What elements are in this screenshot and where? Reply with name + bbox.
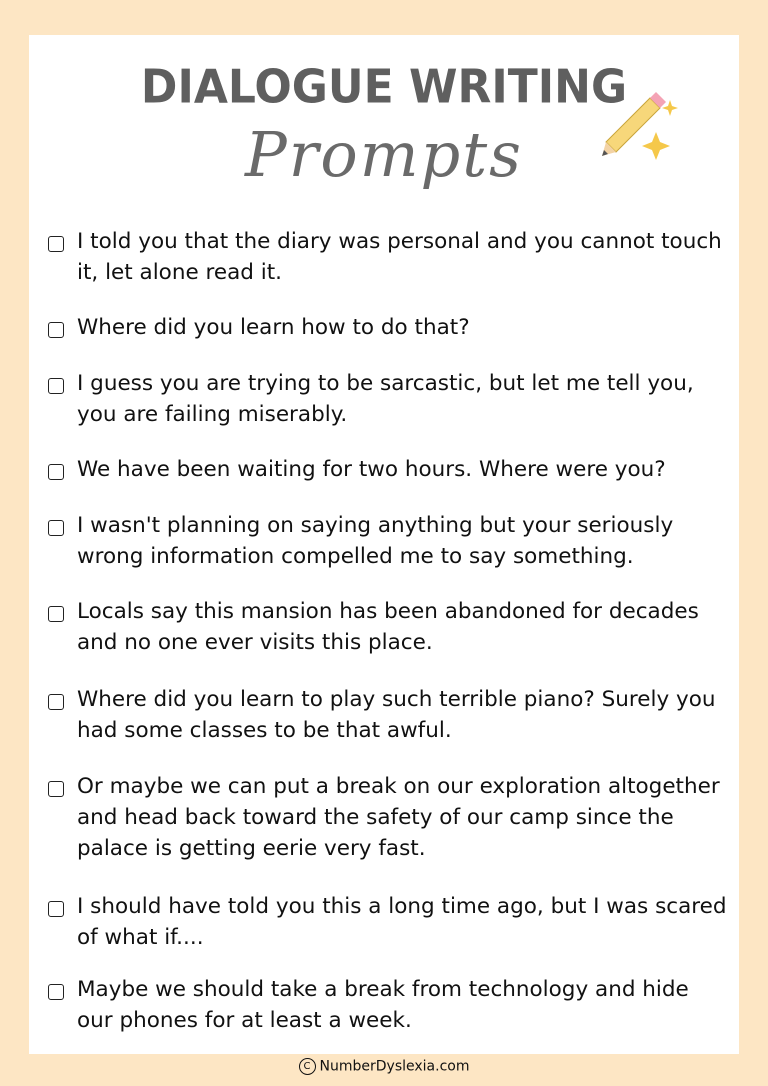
prompt-text: I told you that the diary was personal and you cannot touch it, let alone read it. [77,229,722,285]
checkbox[interactable] [48,520,64,536]
prompt-text: I guess you are trying to be sarcastic, but let me tell you, you are failing miserably. [77,371,694,427]
page-title: DIALOGUE WRITING [140,60,628,115]
checkbox[interactable] [48,606,64,622]
prompt-text: Or maybe we can put a break on our exploration altogether and head back toward the safety of our camp since the palace is getting eerie very fast. [77,774,720,861]
checkbox[interactable] [48,322,64,338]
footer-site: NumberDyslexia.com [319,1058,470,1075]
checkbox[interactable] [48,781,64,797]
checkbox[interactable] [48,464,64,480]
checkbox[interactable] [48,236,64,252]
prompt-text: I should have told you this a long time ago, but I was scared of what if.... [77,894,727,950]
prompt-text: Locals say this mansion has been abandoned for decades and no one ever visits this place. [77,599,699,655]
checkbox[interactable] [48,901,64,917]
checkbox[interactable] [48,984,64,1000]
page-subtitle: Prompts [245,118,523,191]
prompt-text: Maybe we should take a break from technology and hide our phones for at least a week. [77,977,689,1033]
copyright-icon: C [299,1058,316,1075]
prompt-text: We have been waiting for two hours. Where were you? [77,457,666,482]
footer [0,1058,768,1075]
checkbox[interactable] [48,378,64,394]
checkbox[interactable] [48,694,64,710]
prompt-text: Where did you learn to play such terrible piano? Surely you had some classes to be that awful. [77,687,716,743]
prompt-text: Where did you learn how to do that? [77,315,470,340]
prompt-text: I wasn't planning on saying anything but your seriously wrong information compelled me to say something. [77,513,674,569]
